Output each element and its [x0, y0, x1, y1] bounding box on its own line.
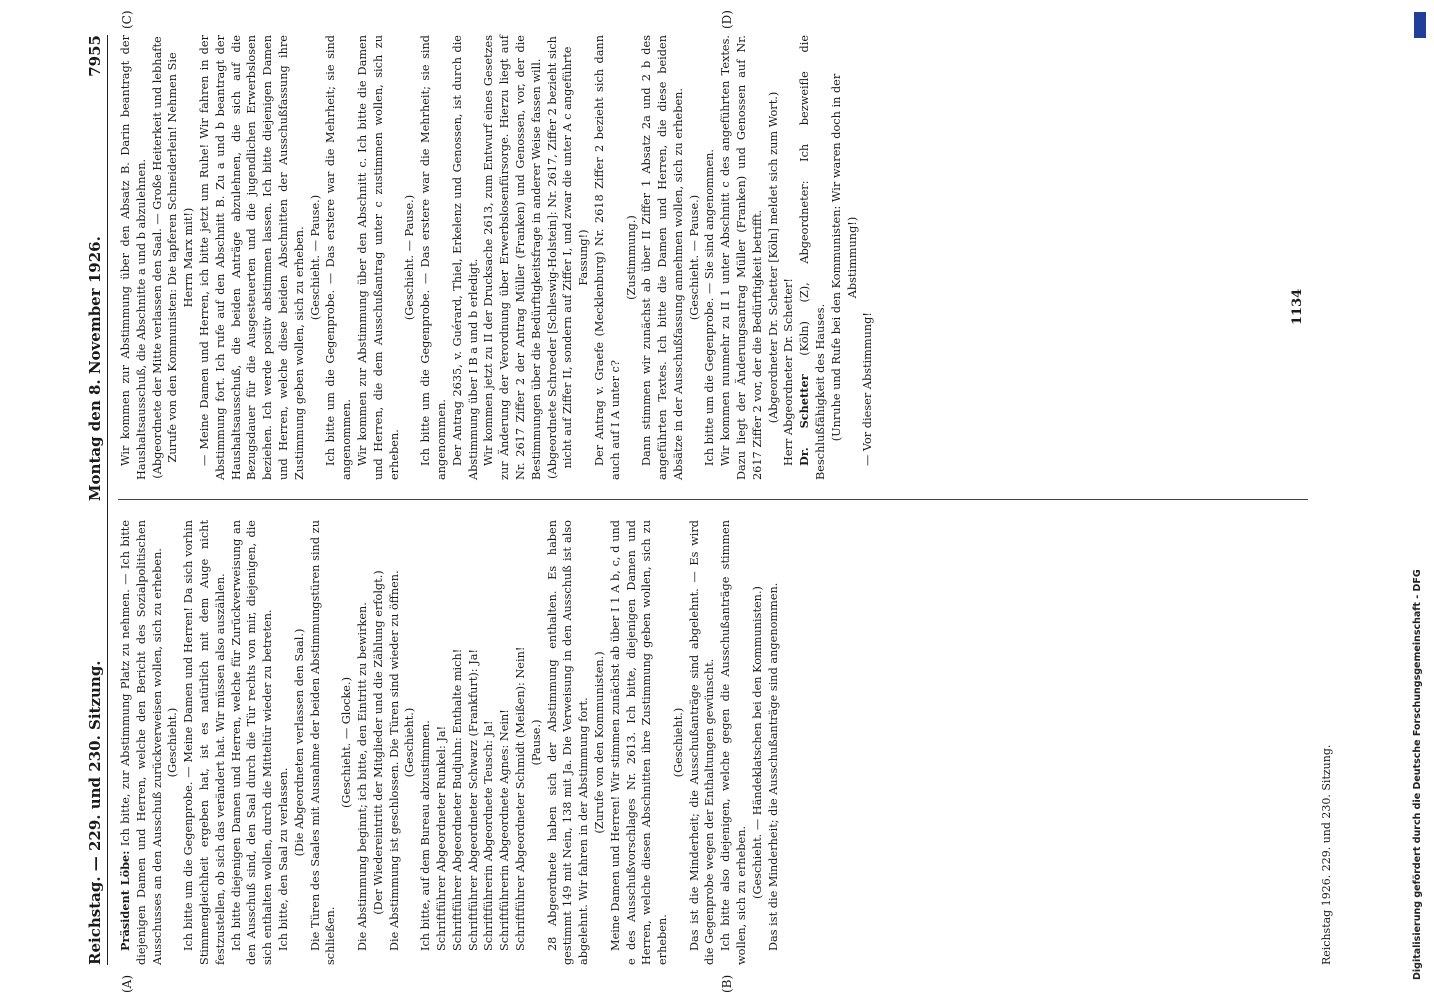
- paragraph-text: — Vor dieser Abstimmung!: [861, 312, 875, 466]
- paragraph: [323, 35, 355, 480]
- paragraph-text: Die Türen des Saales mit Ausnahme der beiden Abstimmungstüren sind zu schließen.: [308, 520, 338, 965]
- paragraph-text: Schriftführer Abgeordneter Schwarz (Frankfurt): Ja!: [466, 649, 480, 951]
- paragraph-text: 28 Abgeordnete haben sich der Abstimmung enthalten. Es haben gestimmt 149 mit Nein, 138 mit Ja. Die Verweisung in den Ausschuß ist also abgelehnt. Wir fahren in der Abstimmung fort.: [545, 520, 591, 965]
- paragraph-text: Ich bitte, auf dem Bureau abzustimmen.: [419, 720, 433, 951]
- dfg-credit: [1410, 10, 1430, 990]
- left-column: [118, 520, 781, 965]
- paragraph: [781, 35, 797, 480]
- paragraph: [434, 520, 450, 965]
- paragraph: [497, 520, 513, 965]
- paragraph-text: Ich bitte um die Gegenprobe. — Das erstere war die Mehrheit; sie sind angenommen.: [419, 35, 448, 480]
- paragraph-text: Schriftführer Abgeordneter Runkel: Ja!: [434, 725, 448, 951]
- paragraph-text: Wir kommen zur Abstimmung über den Absatz B. Darin beantragt der Haushaltsausschuß, die Abschnitte a und b abzulehnen.: [119, 35, 148, 480]
- paragraph: [355, 520, 371, 965]
- footer-signature: 1134: [1290, 288, 1305, 325]
- speaker-name: Präsident Löbe:: [118, 850, 132, 951]
- stage-direction: (Abgeordnete Schroeder [Schleswig-Holstein]: Nr. 2617, Ziffer 2 bezieht sich nicht auf Ziffer II, sondern auf Ziffer I, und zwar die unter A c angeführte Fassung!): [545, 36, 591, 479]
- stage-direction: (Geschieht. — Pause.): [403, 194, 417, 321]
- stage-direction: (Abgeordnete der Mitte verlassen den Saal. — Große Heiterkeit und lebhafte Zurufe von den Kommunisten: Die tapferen Schneiderlein! Nehmen Sie Herrn Marx mit!): [150, 36, 196, 479]
- paragraph-text: Ich bitte um die Gegenprobe. — Sie sind angenommen.: [703, 149, 717, 466]
- margin-mark-a: (A): [120, 974, 134, 993]
- paragraph-text: Schriftführerin Abgeordnete Agnes: Nein!: [498, 709, 512, 951]
- stage-direction: (Geschieht. — Pause.): [687, 194, 701, 321]
- paragraph: [718, 520, 750, 965]
- stage-direction: (Geschieht. — Pause.): [308, 194, 322, 321]
- page-header: [80, 35, 108, 965]
- paragraph: [545, 520, 592, 965]
- paragraph-text: Meine Damen und Herren! Wir stimmen zunächst ab über I 1 A b, c, d und e des Ausschußvorschlages Nr. 2613. Ich bitte, diejenigen Damen und Herren, welche diesen Abschnitten ihre Zustimmung geben wollen, sich zu erheben.: [608, 520, 670, 965]
- stage-direction: (Zurufe von den Kommunisten.): [592, 651, 606, 834]
- paragraph-text: Der Antrag v. Graefe (Mecklenburg) Nr. 2618 Ziffer 2 bezieht sich dann auch auf I A unter c?: [592, 35, 622, 480]
- paragraph-text: Wir kommen zur Abstimmung über den Abschnitt c. Ich bitte die Damen und Herren, die dem Ausschußantrag unter c zustimmen wollen, sich zu erheben.: [355, 35, 401, 480]
- paragraph: [197, 35, 308, 480]
- paragraph-text: Ich bitte um die Gegenprobe. — Das erstere war die Mehrheit; sie sind angenommen.: [324, 35, 354, 480]
- paragraph-text: Schriftführer Abgeordneter Schmidt (Meißen): Nein!: [513, 646, 527, 951]
- paragraph-text: Der Antrag 2635, v. Guérard, Thiel, Erkelenz und Genossen, ist durch die Abstimmung über I B a und b erledigt.: [450, 35, 480, 480]
- stage-direction: (Unruhe und Rufe bei den Kommunisten: Wir waren doch in der Abstimmung!): [829, 73, 859, 442]
- margin-mark-d: (D): [720, 10, 734, 29]
- paragraph-text: Die Abstimmung ist geschlossen. Die Türen sind wieder zu öffnen.: [387, 570, 401, 951]
- paragraph: [639, 35, 686, 480]
- margin-mark-b: (B): [720, 974, 734, 993]
- paragraph: [466, 520, 482, 965]
- paragraph-text: Die Abstimmung beginnt; ich bitte, den Eintritt zu bewirken.: [355, 602, 369, 951]
- dfg-credit-text: Digitalisierung gefördert durch die Deutsche Forschungsgemeinschaft - DFG: [1412, 569, 1423, 980]
- stage-direction: (Geschieht.): [671, 707, 685, 778]
- paragraph: [481, 35, 544, 480]
- page-number: 7955: [86, 35, 104, 77]
- paragraph-text: (Köln) (Z), Abgeordneter: Ich bezweifle die Beschlußfähigkeit des Hauses.: [798, 34, 828, 480]
- paragraph-text: Das ist die Minderheit; die Ausschußanträge sind abgelehnt. — Es wird die Gegenprobe wegen der Enthaltungen gewünscht.: [687, 520, 717, 965]
- paragraph-text: Ich bitte um die Gegenprobe. — Meine Damen und Herren! Da sich vorhin Stimmengleichheit ergeben hat, ist es natürlich mit dem Auge nicht festzustellen, ob sich das verändert hat. Wir müssen also auszählen.: [182, 520, 227, 965]
- paragraph-text: Wir kommen nunmehr zu II 1 unter Abschnitt c des angeführten Textes. Dazu liegt der Änderungsantrag Müller (Franken) und Genossen auf Nr. 2617 Ziffer 2 vor, der die Bedürftigkeit betrifft.: [719, 35, 764, 480]
- paragraph-text: Das ist die Minderheit; die Ausschußanträge sind angenommen.: [766, 582, 780, 951]
- column-divider: [118, 499, 1308, 500]
- paragraph: [702, 35, 718, 480]
- right-column: [118, 35, 876, 480]
- paragraph: [387, 520, 403, 965]
- paragraph-text: Ich bitte, zur Abstimmung Platz zu nehmen. — Ich bitte diejenigen Damen und Herren, welche den Bericht des Sozialpolitischen Ausschusses an den Ausschuß zurückverweisen wollen, sich zu erheben.: [119, 519, 164, 965]
- paragraph-text: Ich bitte also diejenigen, welche gegen die Ausschußanträge stimmen wollen, sich zu erheben.: [719, 520, 749, 965]
- paragraph: [797, 35, 829, 480]
- stage-direction: (Geschieht.): [403, 707, 417, 778]
- stage-direction: (Geschieht. — Glocke.): [340, 677, 354, 808]
- paragraph-text: Schriftführerin Abgeordnete Teusch: Ja!: [482, 720, 496, 951]
- paragraph: [481, 520, 497, 965]
- paragraph: [513, 520, 529, 965]
- stage-direction: (Die Abgeordneten verlassen den Saal.): [292, 628, 306, 857]
- paragraph: [687, 520, 719, 965]
- stage-direction: (Pause.): [529, 719, 543, 766]
- stage-direction: (Geschieht. — Händeklatschen bei den Kommunisten.): [750, 586, 764, 899]
- paragraph: [418, 35, 450, 480]
- paragraph: [118, 520, 165, 965]
- paragraph: [181, 520, 228, 965]
- stage-direction: (Der Wiedereintritt der Mitglieder und die Zählung erfolgt.): [371, 570, 385, 915]
- paragraph-text: — Meine Damen und Herren, ich bitte jetzt um Ruhe! Wir fahren in der Abstimmung fort. Ich rufe auf den Abschnitt B. Zu a und b beantragt der Haushaltsausschuß, die beiden Anträge abzulehnen, die sich auf die Bezugsdauer für die Ausgesteuerten und die jugendlichen Erwerbslosen beziehen. Ich werde positiv abstimmen lassen. Ich bitte diejenigen Damen und Herren, welche diese beiden Abschnitten der Ausschußfassung ihre Zustimmung geben wollen, sich zu erheben.: [197, 35, 306, 480]
- speaker-name: Dr. Schetter: [797, 374, 812, 466]
- paragraph-text: Ich bitte diejenigen Damen und Herren, welche für Zurückverweisung an den Ausschuß sind, den Saal durch die Tür rechts von mir, diejenigen, die sich enthalten wollen, durch die Mitteltür wieder zu betreten.: [229, 520, 275, 965]
- paragraph: [418, 520, 434, 965]
- footer-left: Reichstag 1926. 229. und 230. Sitzung.: [1320, 744, 1333, 965]
- header-left: Reichstag. — 229. und 230. Sitzung.: [86, 660, 104, 965]
- paragraph: [229, 520, 276, 965]
- paragraph: [766, 520, 782, 965]
- stage-direction: (Geschieht.): [166, 707, 180, 778]
- paragraph-text: Dann stimmen wir zunächst ab über II Ziffer 1 Absatz 2a und 2 b des angeführten Textes. Ich bitte die Damen und Herren, die diese beiden Absätze in der Ausschußfassung annehmen wollen, sich zu erheben.: [640, 35, 685, 480]
- stage-direction: (Abgeordneter Dr. Schetter [Köln] meldet sich zum Wort.): [766, 91, 780, 424]
- paragraph: [450, 520, 466, 965]
- rotated-page-content: [80, 10, 1340, 993]
- stage-direction: (Zustimmung.): [624, 215, 638, 300]
- paragraph-text: Wir kommen jetzt zu II der Drucksache 2613, zum Entwurf eines Gesetzes zur Änderung der Verordnung über Erwerbslosenfürsorge. Hierzu liegt auf Nr. 2617 Ziffer 2 der Antrag Müller (Franken) und Genossen, vor, der die Bestimmungen über die Bedürftigkeitsfrage in anderer Weise fassen will.: [482, 35, 543, 480]
- paragraph: [592, 35, 624, 480]
- paragraph: [276, 520, 292, 965]
- margin-mark-c: (C): [120, 10, 134, 29]
- paragraph: [608, 520, 671, 965]
- paragraph: [450, 35, 482, 480]
- header-date: Montag den 8. November 1926.: [86, 236, 104, 502]
- paragraph: [718, 35, 765, 480]
- paragraph: [355, 35, 402, 480]
- paragraph-text: Schriftführer Abgeordneter Budjuhn: Enthalte mich!: [450, 648, 464, 951]
- paragraph-text: Ich bitte, den Saal zu verlassen.: [276, 767, 290, 951]
- paragraph: [118, 35, 150, 480]
- paragraph: [860, 35, 876, 480]
- paragraph-text: Herr Abgeordneter Dr. Schetter!: [782, 278, 796, 466]
- paragraph: [308, 520, 340, 965]
